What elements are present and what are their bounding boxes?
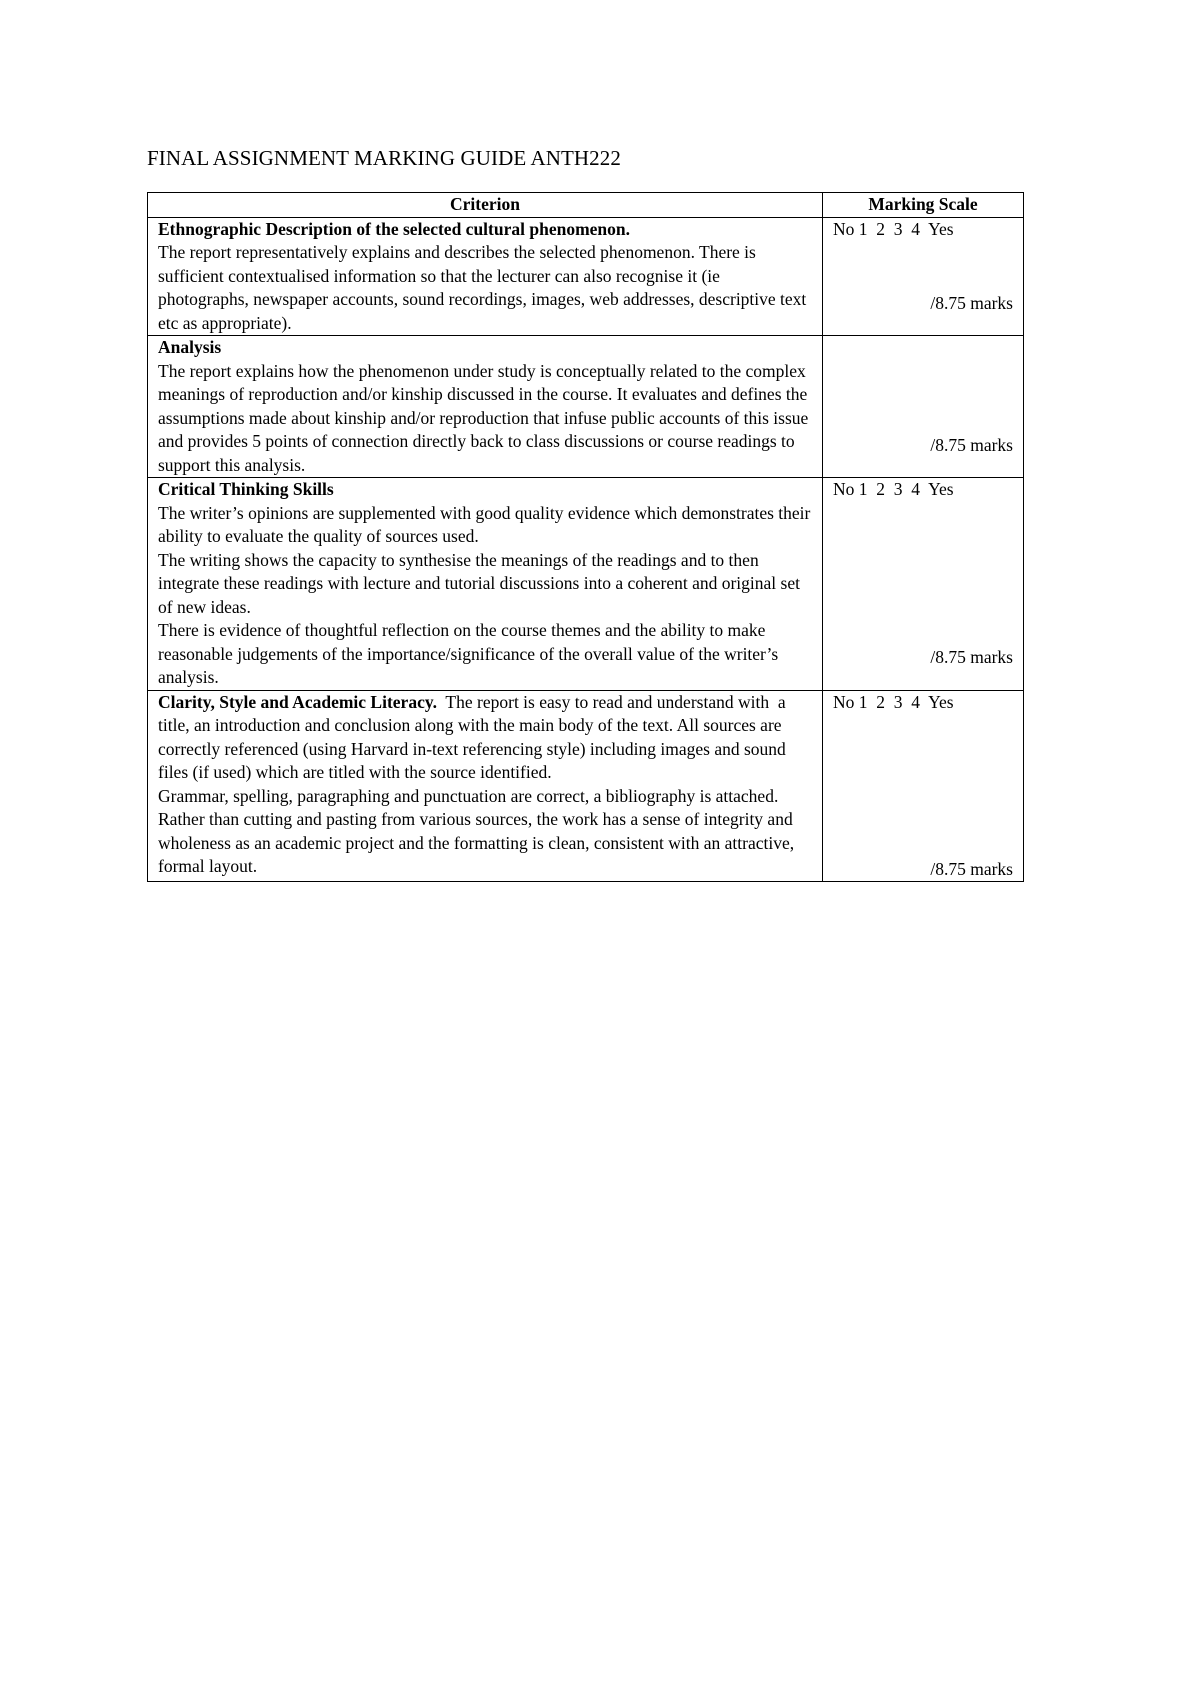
rating-scale: No 1 2 3 4 Yes — [833, 691, 954, 712]
marking-guide-table — [147, 192, 1024, 882]
table-row-critical-thinking — [148, 478, 1024, 691]
criterion-cell — [148, 336, 823, 478]
table-header-row — [148, 193, 1024, 218]
criterion-description: The report is easy to read and understand with a title, an introduction and conclusion along with the main body of the text. All sources are correctly referenced (using Harvard in-text referencing style) including images and sound files (if used) which are titled with the source identified. — [158, 691, 791, 782]
marks-value: /8.75 marks — [930, 292, 1013, 313]
criterion-heading: Ethnographic Description of the selected cultural phenomenon. — [158, 218, 631, 239]
criterion-first-paragraph — [158, 691, 812, 785]
criterion-column-header: Criterion — [148, 193, 823, 218]
criterion-cell — [148, 217, 823, 336]
marking-scale-cell — [823, 478, 1024, 691]
criterion-cell — [148, 690, 823, 881]
table-row-ethnographic-description — [148, 217, 1024, 336]
criterion-heading: Critical Thinking Skills — [158, 479, 334, 499]
criterion-heading: Clarity, Style and Academic Literacy. — [158, 691, 437, 712]
marking-scale-cell — [823, 217, 1024, 336]
criterion-description: The report explains how the phenomenon under study is conceptually related to the complex meanings of reproduction and/or kinship discussed in the course. It evaluates and defines the assumptions made about kinship and/or reproduction that infuse public accounts of this issue and provides 5 points of connection directly back to class discussions or course readings to support this analysis. — [158, 360, 809, 475]
criterion-description: Grammar, spelling, paragraphing and punctuation are correct, a bibliography is attached. — [158, 785, 779, 806]
table-row-analysis — [148, 336, 1024, 478]
marks-value: /8.75 marks — [930, 434, 1013, 455]
rating-scale: No 1 2 3 4 Yes — [833, 479, 954, 499]
marking-scale-cell — [823, 336, 1024, 478]
marking-scale-column-header: Marking Scale — [823, 193, 1024, 218]
criterion-cell — [148, 478, 823, 691]
criterion-description: Rather than cutting and pasting from various sources, the work has a sense of integrity and wholeness as an academic project and the formatting is clean, consistent with an attractive, formal layout. — [158, 809, 795, 876]
criterion-description: The writing shows the capacity to synthesise the meanings of the readings and to then integrate these readings with lecture and tutorial discussions into a coherent and original set of new ideas. — [158, 549, 800, 617]
marks-value: /8.75 marks — [930, 647, 1013, 667]
criterion-description: There is evidence of thoughtful reflection on the course themes and the ability to make reasonable judgements of the importance/significance of the overall value of the writer’s analysis. — [158, 620, 779, 687]
criterion-description: The writer’s opinions are supplemented with good quality evidence which demonstrates their ability to evaluate the quality of sources used. — [158, 502, 811, 546]
marks-value: /8.75 marks — [930, 859, 1013, 879]
criterion-description: The report representatively explains and describes the selected phenomenon. There is sufficient contextualised information so that the lecturer can also recognise it (ie photographs, newspaper accounts, sound recordings, images, web addresses, descriptive text etc as appropriate). — [158, 242, 807, 333]
rating-scale: No 1 2 3 4 Yes — [833, 218, 954, 239]
page-title: FINAL ASSIGNMENT MARKING GUIDE ANTH222 — [147, 146, 621, 170]
table-row-clarity-style — [148, 690, 1024, 881]
criterion-heading: Analysis — [158, 337, 222, 357]
marking-scale-cell — [823, 690, 1024, 881]
